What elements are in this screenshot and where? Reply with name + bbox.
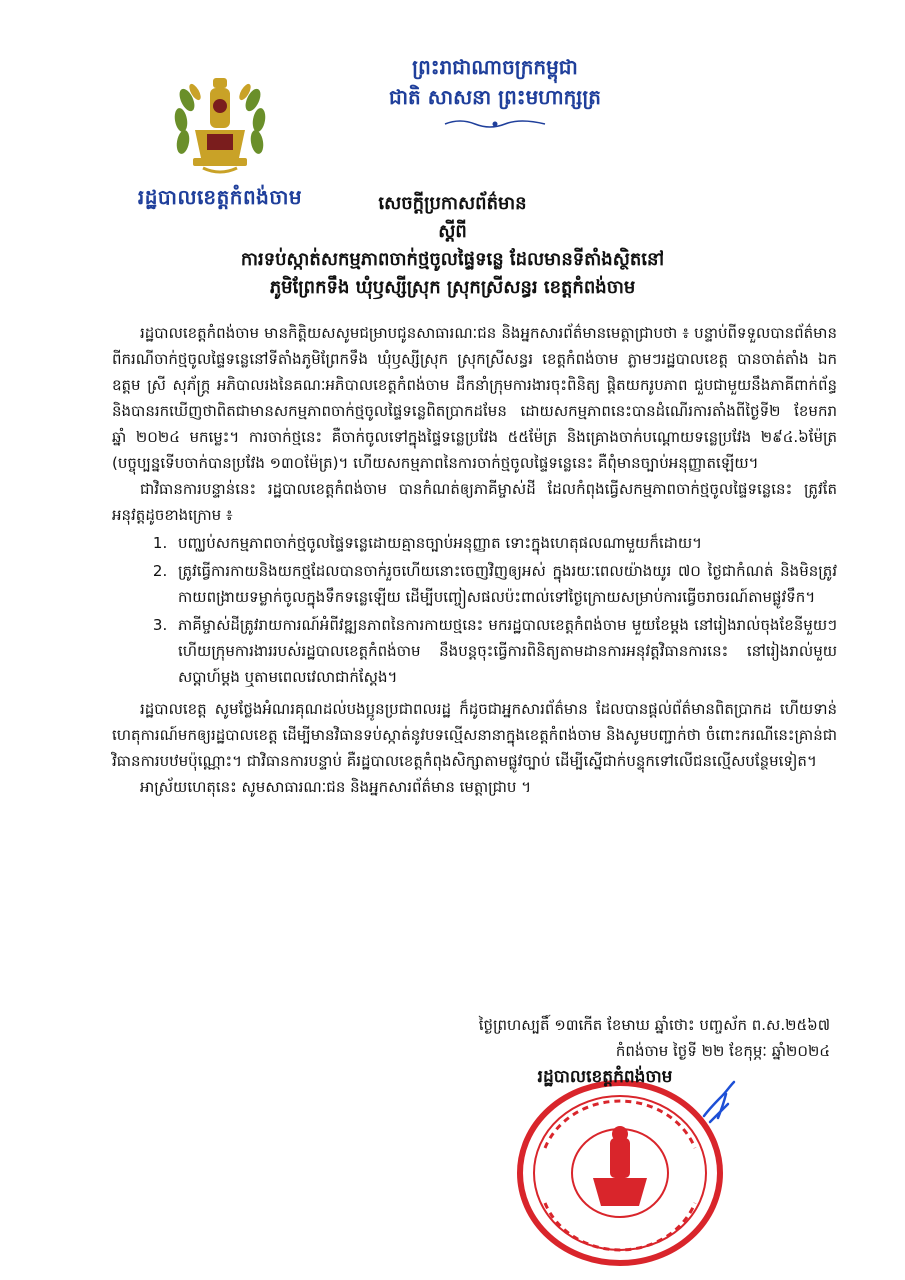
list-item: 2. ត្រូវធ្វើការកាយនិងយកថ្មដែលបានចាក់រួចហើយនោះចេញវិញឲ្យអស់ ក្នុងរយៈពេលយ៉ាងយូរ ៧០ ថ្ងៃជាកំណត់ និងមិនត្រូវកាយពង្រាយទម្លាក់ចូលក្នុងទឹកទន្លេឡើយ ដើម្បីបញ្ចៀសផលប៉ះពាល់ទៅថ្ងៃក្រោយសម្រាប់ការធ្វើចរាចរណ៍តាមផ្លូវទឹក។ bbox=[172, 558, 837, 610]
measures-list bbox=[112, 530, 837, 690]
national-motto: ជាតិ សាសនា ព្រះមហាក្សត្រ bbox=[389, 85, 601, 109]
document-body bbox=[112, 320, 837, 800]
paragraph-2: ជាវិធានការបន្ទាន់នេះ រដ្ឋបាលខេត្តកំពង់ចាម បានកំណត់ឲ្យភាគីម្ចាស់ដី ដែលកំពុងធ្វើសកម្មភាពចាក់ថ្មចូលផ្ទៃទន្លេនេះ ត្រូវតែអនុវត្តដូចខាងក្រោម ៖ bbox=[112, 480, 837, 524]
list-item: 3. ភាគីម្ចាស់ដីត្រូវរាយការណ៍អំពីវឌ្ឍនភាពនៃការកាយថ្មនេះ មករដ្ឋបាលខេត្តកំពង់ចាម មួយខែម្តង នៅរៀងរាល់ចុងខែនីមួយៗ ហើយក្រុមការងាររបស់រដ្ឋបាលខេត្តកំពង់ចាម នឹងបន្តចុះធ្វើការពិនិត្យតាមដានការអនុវត្តវិធានការនេះ នៅរៀងរាល់មួយសប្តាហ៍ម្តង ឬតាមពេលវេលាជាក់ស្តែង។ bbox=[172, 612, 837, 690]
title-line-2: ស្តីពី bbox=[438, 221, 467, 242]
ornament-divider-icon bbox=[440, 118, 550, 130]
list-item: 1. បញ្ឈប់សកម្មភាពចាក់ថ្មចូលផ្ទៃទន្លេដោយគ្មានច្បាប់អនុញ្ញាត ទោះក្នុងហេតុផលណាមួយក៏ដោយ។ bbox=[172, 530, 837, 556]
provincial-emblem-icon bbox=[165, 70, 275, 180]
paragraph-1: រដ្ឋបាលខេត្តកំពង់ចាម មានកិត្តិយសសូមជម្រាបជូនសាធារណៈជន និងអ្នកសារព័ត៌មានមេត្តាជ្រាបថា ៖ បន្ទាប់ពីទទួលបានព័ត៌មាន ពីករណីចាក់ថ្មចូលផ្ទៃទន្លេនៅទីតាំងភូមិព្រែកទឹង ឃុំឫស្សីស្រុក ស្រុកស្រីសន្ធរ ខេត្តកំពង់ចាម ភ្លាមៗរដ្ឋបាលខេត្ត បានចាត់តាំង ឯកឧត្តម ស្រី សុភ័ក្ត្រ អភិបាលរងនៃគណៈអភិបាលខេត្តកំពង់ចាម ដឹកនាំក្រុមការងារចុះពិនិត្យ ផ្តិតយករូបភាព ជួបជាមួយនឹងភាគីពាក់ព័ន្ធ និងបានរកឃើញថាពិតជាមានសកម្មភាពចាក់ថ្មចូលផ្ទៃទន្លេពិតប្រាកដមែន ដោយសកម្មភាពនេះបានដំណើរការតាំងពីថ្ងៃទី២ ខែមករា ឆ្នាំ ២០២៤ មកម្លេះ។ ការចាក់ថ្មនេះ គឺចាក់ចូលទៅក្នុងផ្ទៃទន្លេប្រវែង ៥៥ម៉ែត្រ និងគ្រោងចាក់បណ្តោយទន្លេប្រវែង ២៩៤.៦ម៉ែត្រ (បច្ចុប្បន្នទើបចាក់បានប្រវែង ១៣០ម៉ែត្រ)។ ហើយសកម្មភាពនៃការចាក់ថ្មចូលផ្ទៃទន្លេនេះ គឺពុំមានច្បាប់អនុញ្ញាតឡើយ។ bbox=[112, 324, 837, 472]
lunar-date: ថ្ងៃព្រហស្បតិ៍ ១៣កើត ខែមាឃ ឆ្នាំថោះ បញ្ចស័ក ព.ស.២៥៦៧ bbox=[478, 1016, 830, 1034]
title-line-3: ការទប់ស្កាត់សកម្មភាពចាក់ថ្មចូលផ្ទៃទន្លេ ដែលមានទីតាំងស្ថិតនៅ bbox=[240, 249, 665, 270]
date-block bbox=[360, 1012, 830, 1064]
solar-date: កំពង់ចាម ថ្ងៃទី ២២ ខែកុម្ភៈ ឆ្នាំ២០២៤ bbox=[615, 1042, 830, 1060]
document-title bbox=[60, 190, 845, 302]
signer-name: រដ្ឋបាលខេត្តកំពង់ចាម bbox=[537, 1067, 673, 1087]
title-line-1: សេចក្តីប្រកាសព័ត៌មាន bbox=[378, 193, 527, 214]
kingdom-name: ព្រះរាជាណាចក្រកម្ពុជា bbox=[412, 55, 578, 79]
agency-name: រដ្ឋបាលខេត្តកំពង់ចាម bbox=[137, 185, 303, 209]
paragraph-4: អាស្រ័យហេតុនេះ សូមសាធារណៈជន និងអ្នកសារព័ត៌មាន មេត្តាជ្រាប ។ bbox=[140, 778, 532, 796]
kingdom-header bbox=[335, 52, 655, 130]
official-red-seal-icon bbox=[515, 1078, 725, 1268]
handwritten-signature-icon bbox=[700, 1078, 740, 1128]
title-line-4: ភូមិព្រែកទឹង ឃុំឫស្សីស្រុក ស្រុកស្រីសន្ធរ ខេត្តកំពង់ចាម bbox=[269, 277, 636, 298]
paragraph-3: រដ្ឋបាលខេត្ត សូមថ្លែងអំណរគុណដល់បងប្អូនប្រជាពលរដ្ឋ ក៏ដូចជាអ្នកសារព័ត៌មាន ដែលបានផ្តល់ព័ត៌មានពិតប្រាកដ ហើយទាន់ហេតុការណ៍មកឲ្យរដ្ឋបាលខេត្ត ដើម្បីមានវិធានទប់ស្កាត់នូវបទល្មើសនានាក្នុងខេត្តកំពង់ចាម និងសូមបញ្ជាក់ថា ចំពោះករណីនេះគ្រាន់ជាវិធានការបឋមប៉ុណ្ណោះ។ ជាវិធានការបន្ទាប់ គឺរដ្ឋបាលខេត្តកំពុងសិក្សាតាមផ្លូវច្បាប់ ដើម្បីស្នើជាក់បន្ទុកទៅលើជនល្មើសបន្ថែមទៀត។ bbox=[112, 700, 837, 770]
